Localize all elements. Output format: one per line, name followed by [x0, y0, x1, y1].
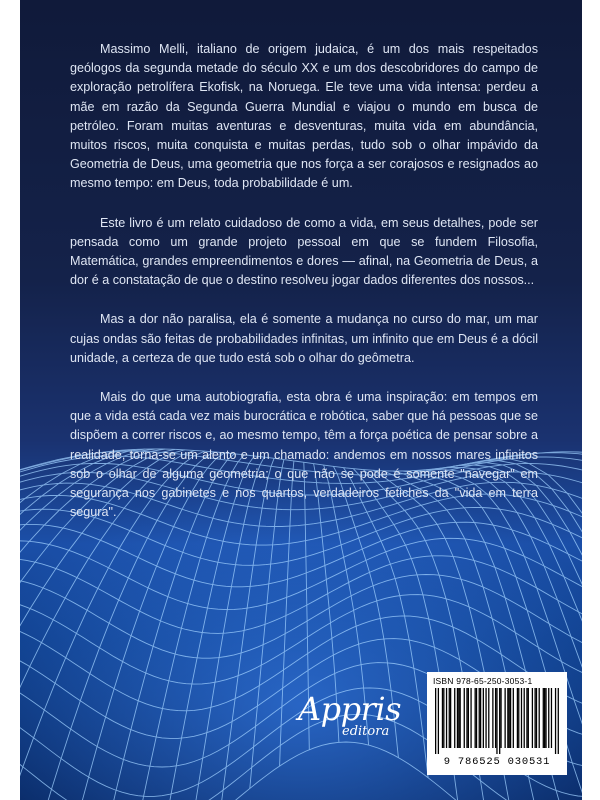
barcode-bar — [480, 688, 481, 748]
barcode-bar — [507, 688, 508, 748]
blurb-paragraph-3: Mas a dor não paralisa, ela é somente a mudança no curso do mar, um mar cujas ondas são feitas de probabilidades infinitas, um infinito que em Deus é a dócil unidade, a certeza de que tudo está sob o olhar do geômetra. — [70, 312, 538, 365]
blurb-paragraph-4: Mais do que uma autobiografia, esta obra é uma inspiração: em tempos em que a vida está cada vez mais burocrática e robótica, saber que há pessoas que se dispõem a correr riscos e, ao mesmo tempo, têm a força poética de pensar sobre a realidade, torna-se um alento e um chamado: andemos em nossos mares infinitos sob o olhar de alguma geometria; o que não se pode é somente "navegar" em segurança nos gabinetes e nos quartos, verdadeiros fetiches da "vida em terra segura". — [70, 390, 538, 520]
barcode-bar — [499, 688, 500, 754]
barcode-bar — [495, 688, 496, 748]
blurb-text — [70, 40, 538, 542]
barcode-bar — [534, 688, 535, 748]
barcode-bar — [476, 688, 477, 748]
barcode-bar — [558, 688, 559, 754]
barcode-digits: 9 786525 030531 — [443, 756, 551, 768]
barcode-bar — [543, 688, 544, 748]
barcode-bar — [435, 688, 436, 754]
barcode-bar — [464, 688, 465, 748]
barcode-bar — [446, 688, 447, 748]
barcode-bar — [544, 688, 545, 748]
isbn-label: ISBN 978-65-250-3053-1 — [433, 676, 533, 686]
barcode-panel — [427, 672, 567, 775]
publisher-name: Appris — [298, 690, 402, 728]
barcode-bar — [466, 688, 467, 748]
barcode-bar — [458, 688, 459, 748]
back-cover — [20, 0, 582, 800]
barcode-bar — [532, 688, 533, 748]
publisher-logo — [298, 690, 408, 750]
barcode-bar — [539, 688, 540, 748]
barcode-bar — [483, 688, 484, 748]
barcode-bar — [536, 688, 537, 748]
barcode-bar — [504, 688, 505, 748]
barcode-bar — [470, 688, 471, 748]
barcode-bar — [457, 688, 458, 748]
barcode-bar — [496, 688, 497, 754]
barcode-bar — [509, 688, 510, 748]
barcode-bar — [442, 688, 443, 748]
barcode-bar — [524, 688, 525, 748]
barcode-bar — [475, 688, 476, 748]
barcode-bar — [513, 688, 514, 748]
barcode-bar — [488, 688, 489, 748]
barcode-bar — [485, 688, 486, 748]
barcode-bar — [548, 688, 549, 748]
blurb-paragraph-2: Este livro é um relato cuidadoso de como a vida, em seus detalhes, pode ser pensada como um grande projeto pessoal em que se fundem Filosofia, Matemática, grandes empreendimentos e dores — afinal, na Geometria de Deus, a dor é a constatação de que o destino resolveu jogar dados diferentes dos nossos... — [70, 215, 538, 288]
barcode-bar — [545, 688, 546, 748]
barcode-bar — [528, 688, 529, 748]
barcode-bar — [555, 688, 556, 754]
barcode-bar — [449, 688, 450, 748]
barcode-bar — [500, 688, 501, 748]
barcode-bar — [460, 688, 461, 748]
barcode-bar — [526, 688, 527, 748]
blurb-paragraph-1: Massimo Melli, italiano de origem judaica, é um dos mais respeitados geólogos da segunda metade do século XX e um dos descobridores do campo de exploração petrolífera Ekofisk, na Noruega. Ele teve uma vida intensa: perdeu a mãe em razão da Segunda Guerra Mundial e viajou o mundo em busca de petróleo. Foram muitas aventuras e desventuras, muita vida em abundância, muitos riscos, muita conquista e muitas perdas, tudo sob o olhar impávido da Geometria de Deus, uma geometria que nos força a ser corajosos e resignados ao mesmo tempo: em Deus, toda probabilidade é um. — [70, 42, 538, 191]
barcode-bar — [454, 688, 455, 748]
barcode-bar — [438, 688, 439, 754]
barcode-bar — [492, 688, 493, 748]
barcode-bar — [450, 688, 451, 748]
barcode-bar — [521, 688, 522, 748]
barcode-bar — [518, 688, 519, 748]
barcode-bar — [468, 688, 469, 748]
barcode-bar — [479, 688, 480, 748]
barcode-bar — [443, 688, 444, 748]
barcode-bar — [551, 688, 552, 748]
barcode-bar — [517, 688, 518, 748]
barcode-bars — [435, 688, 559, 754]
publisher-imprint: editora — [342, 724, 390, 739]
barcode-bar — [510, 688, 511, 748]
